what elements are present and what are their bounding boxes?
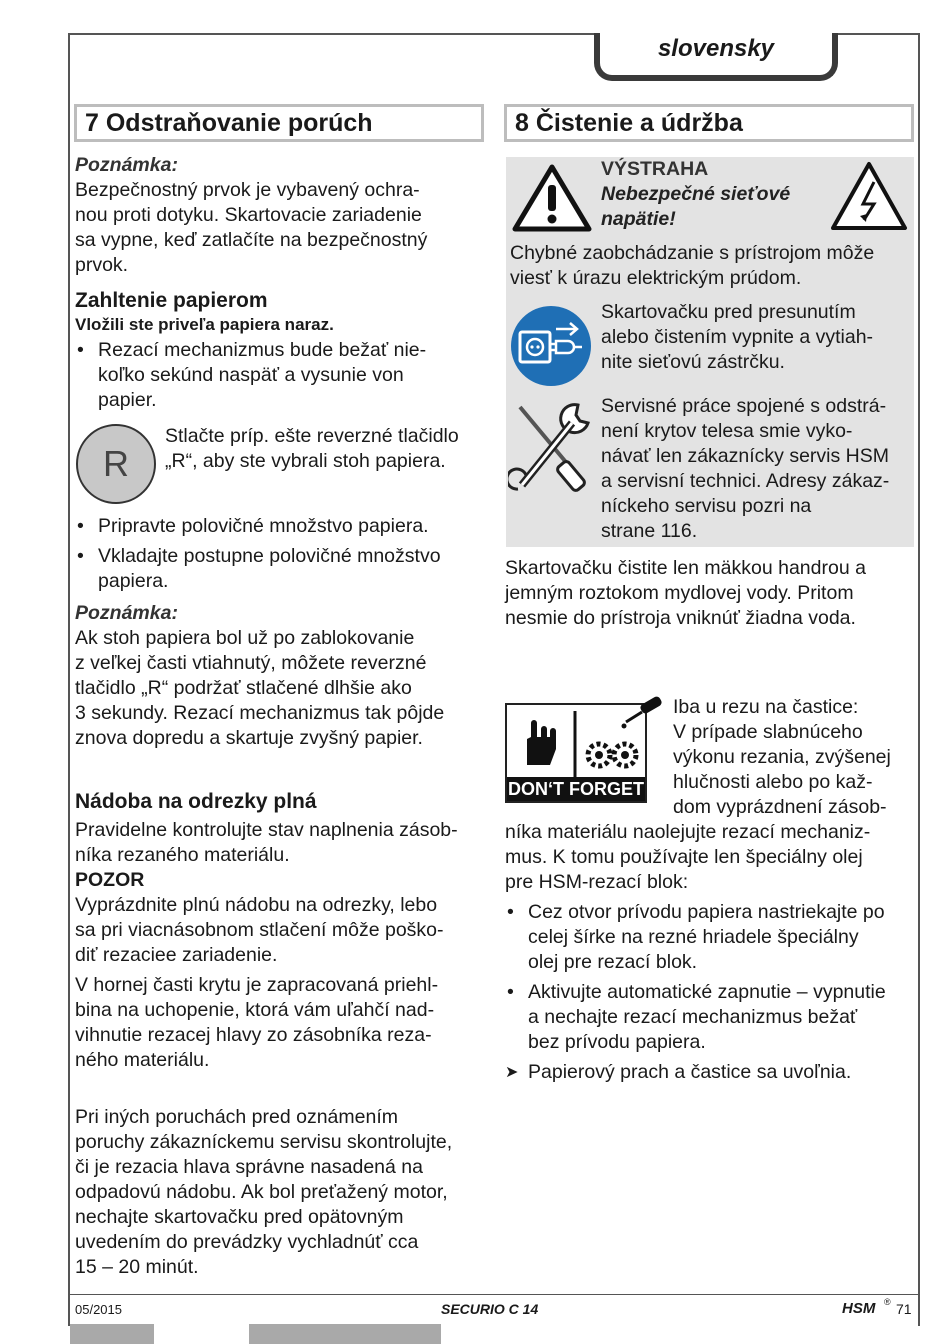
cleaning-text bbox=[505, 556, 915, 631]
bin-full-title: Nádoba na odrezky plná bbox=[75, 790, 317, 813]
warning-triangle-icon bbox=[512, 163, 592, 233]
text-line: níka rezaného materiálu. bbox=[75, 844, 290, 866]
note-line: 3 sekundy. Rezací mechanizmus tak pôjde bbox=[75, 702, 445, 724]
bullet-item bbox=[505, 900, 915, 975]
text-line: odpadovú nádobu. Ak bol preťažený motor, bbox=[75, 1181, 448, 1203]
page-number: 71 bbox=[896, 1301, 912, 1317]
text-line: ného materiálu. bbox=[75, 1049, 210, 1071]
result-item bbox=[505, 1060, 915, 1085]
oil-can-icon bbox=[620, 696, 666, 730]
service-text bbox=[601, 394, 913, 544]
text-line: Chybné zaobchádzanie s prístrojom môže bbox=[510, 242, 875, 264]
warning-text bbox=[510, 241, 914, 291]
text-line: viesť k úrazu elektrickým prúdom. bbox=[510, 267, 802, 289]
bullet-line: papier. bbox=[98, 389, 157, 411]
text-line: Pravidelne kontrolujte stav naplnenia zásob- bbox=[75, 819, 458, 841]
footer-model: SECURIO C 14 bbox=[441, 1301, 539, 1317]
bullet-item bbox=[75, 544, 485, 594]
unplug-icon bbox=[510, 305, 592, 387]
text-line: diť rezaciee zariadenie. bbox=[75, 944, 278, 966]
oil-text bbox=[505, 820, 915, 1085]
text-line: a servisní technici. Adresy zákaz- bbox=[601, 470, 890, 492]
note-label: Poznámka: bbox=[75, 602, 178, 624]
text-line: poruchy zákazníckemu servisu skontrolujte, bbox=[75, 1131, 453, 1153]
oil-text-short bbox=[673, 695, 913, 820]
text-line: V prípade slabnúceho bbox=[673, 721, 863, 743]
text-line: V hornej časti krytu je zapracovaná priehl- bbox=[75, 974, 439, 996]
text-line: dom vyprázdnení zásob- bbox=[673, 796, 887, 818]
text-line: níckeho servisu pozri na bbox=[601, 495, 812, 517]
note-line: prvok. bbox=[75, 254, 129, 276]
text-line: Iba u rezu na častice: bbox=[673, 696, 859, 718]
dont-forget-label: DON‘T FORGET bbox=[508, 779, 644, 799]
warning-head bbox=[601, 157, 831, 232]
bullet-line: a nechajte rezací mechanizmus bežať bbox=[528, 1006, 858, 1028]
warning-label: VÝSTRAHA bbox=[601, 158, 709, 180]
text-line: 15 – 20 minút. bbox=[75, 1256, 199, 1278]
text-line: Servisné práce spojené s odstrá- bbox=[601, 395, 887, 417]
text-line: jemným roztokom mydlovej vody. Pritom bbox=[505, 582, 854, 604]
left-column bbox=[75, 153, 485, 413]
bullet-line: celej šírke na rezné hriadele špeciálny bbox=[528, 926, 859, 948]
bullet-line: • Pripravte polovičné množstvo papiera. bbox=[98, 515, 429, 537]
note-line: Ak stoh papiera bol už po zablokovanie bbox=[75, 627, 415, 649]
text-line: mus. K tomu používajte len špeciálny olej bbox=[505, 846, 863, 868]
note-line: tlačidlo „R“ podržať stlačené dlhšie ako bbox=[75, 677, 412, 699]
bullet-item bbox=[505, 980, 915, 1055]
language-tab bbox=[594, 33, 838, 81]
text-line: pre HSM-rezací blok: bbox=[505, 871, 689, 893]
note-label: Poznámka: bbox=[75, 154, 178, 176]
footer-date: 05/2015 bbox=[75, 1302, 122, 1317]
text-line: nechajte skartovačku pred opätovným bbox=[75, 1206, 404, 1228]
left-column-2 bbox=[75, 514, 485, 751]
reverse-text-line: „R“, aby ste vybrali stoh papiera. bbox=[165, 450, 446, 472]
text-line: vihnutie rezacej hlavy zo zásobníka reza- bbox=[75, 1024, 432, 1046]
reverse-text-line: Stlačte príp. ešte reverzné tlačidlo bbox=[165, 425, 459, 447]
bullet-line: koľko sekúnd naspäť a vysunie von bbox=[98, 364, 404, 386]
bullet-line: papiera. bbox=[98, 570, 169, 592]
left-column-4 bbox=[75, 1105, 485, 1280]
brand-logo: HSM bbox=[842, 1300, 876, 1317]
text-line: hlučnosti alebo po kaž- bbox=[673, 771, 873, 793]
bottom-bar bbox=[70, 1324, 154, 1344]
note-line: znova dopredu a skartuje zvyšný papier. bbox=[75, 727, 423, 749]
text-line: výkonu rezania, zvýšenej bbox=[673, 746, 891, 768]
bullet-line: bez prívodu papiera. bbox=[528, 1031, 706, 1053]
text-line: není krytov telesa smie vyko- bbox=[601, 420, 853, 442]
bullet-line: • Rezací mechanizmus bude bežať nie- bbox=[98, 339, 427, 361]
section-7-heading: 7 Odstraňovanie porúch bbox=[74, 104, 484, 142]
unplug-text bbox=[601, 300, 911, 375]
note-line: Bezpečnostný prvok je vybavený ochra- bbox=[75, 179, 420, 201]
left-column-3 bbox=[75, 788, 485, 1073]
bullet-item bbox=[75, 338, 485, 413]
text-line: návať len zákaznícky servis HSM bbox=[601, 445, 889, 467]
paper-jam-title: Zahltenie papierom bbox=[75, 289, 268, 312]
section-8-heading: 8 Čistenie a údržba bbox=[504, 104, 914, 142]
warning-subtitle: Nebezpečné sieťové bbox=[601, 183, 791, 205]
bullet-line: olej pre rezací blok. bbox=[528, 951, 698, 973]
bullet-item bbox=[75, 514, 485, 539]
bullet-line: • Aktivujte automatické zapnutie – vypnutie bbox=[528, 981, 886, 1003]
footer-divider bbox=[70, 1294, 918, 1295]
bottom-bar bbox=[249, 1324, 441, 1344]
electric-hazard-icon bbox=[830, 160, 908, 232]
text-line: bina na uchopenie, ktorá vám uľahčí nad- bbox=[75, 999, 435, 1021]
text-line: Vyprázdnite plnú nádobu na odrezky, lebo bbox=[75, 894, 438, 916]
text-line: uvedením do prevádzky vychladnúť cca bbox=[75, 1231, 419, 1253]
tools-icon bbox=[508, 397, 594, 497]
reverse-button-icon: R bbox=[76, 424, 156, 504]
text-line: sa pri viacnásobnom stlačení môže poško- bbox=[75, 919, 444, 941]
text-line: strane 116. bbox=[601, 520, 698, 542]
text-line: níka materiálu naolejujte rezací mechaniz- bbox=[505, 821, 871, 843]
reverse-text bbox=[165, 424, 485, 474]
registered-mark: ® bbox=[884, 1297, 891, 1307]
paper-jam-subtitle: Vložili ste priveľa papiera naraz. bbox=[75, 315, 334, 334]
text-line: alebo čistením vypnite a vytiah- bbox=[601, 326, 874, 348]
text-line: nesmie do prístroja vniknúť žiadna voda. bbox=[505, 607, 856, 629]
text-line: nite sieťovú zástrčku. bbox=[601, 351, 785, 373]
bullet-line: • Vkladajte postupne polovičné množstvo bbox=[98, 545, 441, 567]
result-line: ➤ Papierový prach a častice sa uvoľnia. bbox=[528, 1061, 852, 1083]
caution-label: POZOR bbox=[75, 869, 145, 891]
text-line: Pri iných poruchách pred oznámením bbox=[75, 1106, 398, 1128]
language-label: slovensky bbox=[657, 35, 775, 62]
note-line: z veľkej časti vtiahnutý, môžete reverzné bbox=[75, 652, 427, 674]
text-line: Skartovačku čistite len mäkkou handrou a bbox=[505, 557, 866, 579]
note-line: nou proti dotyku. Skartovacie zariadenie bbox=[75, 204, 422, 226]
bullet-line: • Cez otvor prívodu papiera nastriekajte po bbox=[528, 901, 885, 923]
text-line: či je rezacia hlava správne nasadená na bbox=[75, 1156, 423, 1178]
note-line: sa vypne, keď zatlačíte na bezpečnostný bbox=[75, 229, 428, 251]
text-line: Skartovačku pred presunutím bbox=[601, 301, 856, 323]
warning-subtitle: napätie! bbox=[601, 208, 676, 230]
